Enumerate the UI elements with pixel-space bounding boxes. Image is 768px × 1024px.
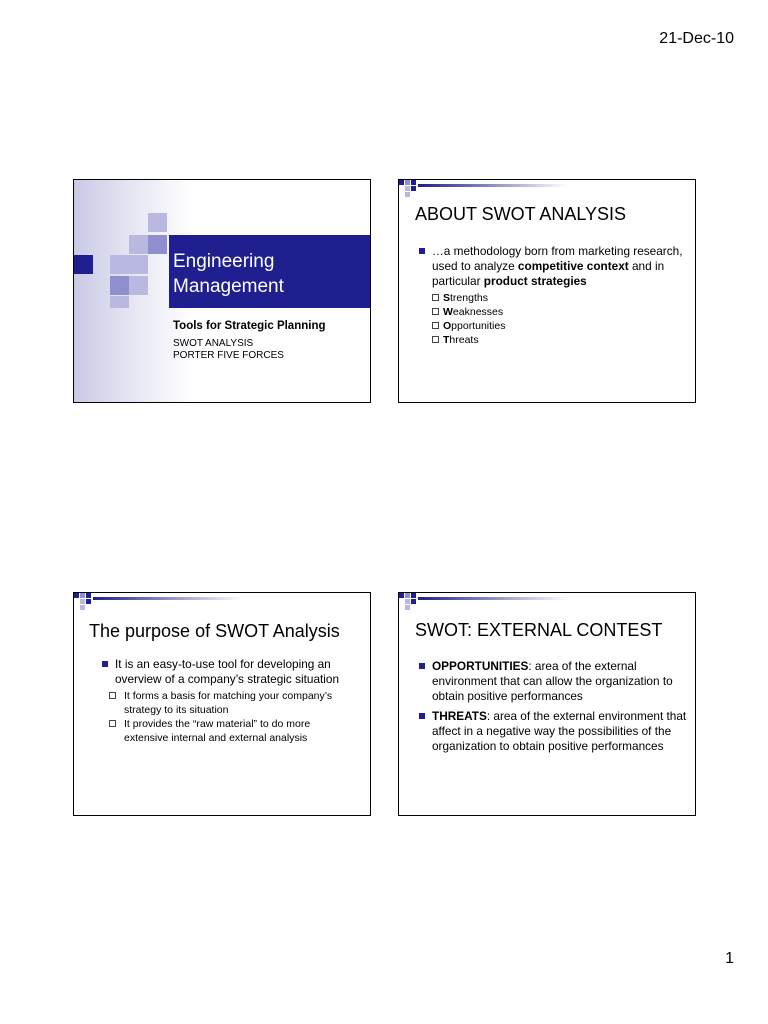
sub-bullet-text: It provides the “raw material” to do more extensive internal and external analysis xyxy=(124,718,311,744)
square-bullet-icon xyxy=(419,248,425,254)
swot-initial: T xyxy=(443,334,450,346)
decorative-square xyxy=(405,180,410,185)
topic-line: SWOT ANALYSIS xyxy=(173,338,254,349)
decorative-square xyxy=(129,235,148,254)
decorative-square xyxy=(80,599,85,604)
decorative-square xyxy=(110,276,129,295)
swot-item xyxy=(432,291,685,305)
hollow-square-bullet-icon xyxy=(432,294,439,301)
hollow-square-bullet-icon xyxy=(109,692,116,699)
title-line: Management xyxy=(173,276,284,297)
decorative-square xyxy=(411,599,416,604)
square-bullet-icon xyxy=(102,661,108,667)
slide-title xyxy=(173,249,363,299)
decorative-square xyxy=(80,593,85,598)
decorative-square xyxy=(405,186,410,191)
slide-purpose-of-swot xyxy=(73,592,371,816)
decorative-square xyxy=(86,599,91,604)
swot-initial: O xyxy=(443,320,452,332)
sub-bullet-text: It forms a basis for matching your company’s strategy to its situation xyxy=(124,690,333,716)
decorative-square xyxy=(80,605,85,610)
bullet-label: OPPORTUNITIES xyxy=(432,659,529,673)
decorative-square xyxy=(405,593,410,598)
decorative-square xyxy=(399,593,404,598)
decorative-square xyxy=(405,192,410,197)
slide-about-swot xyxy=(398,179,696,403)
bullet-text: …a methodology born from marketing research, used to analyze xyxy=(432,244,683,273)
decorative-square xyxy=(110,296,129,308)
decorative-square xyxy=(148,213,167,232)
slide-subtitle: Tools for Strategic Planning xyxy=(173,320,326,332)
decorative-square xyxy=(148,235,167,254)
decorative-square xyxy=(74,593,79,598)
title-line: Engineering xyxy=(173,251,275,272)
decorative-square xyxy=(411,180,416,185)
bullet-item xyxy=(415,709,690,754)
square-bullet-icon xyxy=(419,663,425,669)
page-number: 1 xyxy=(725,950,734,967)
decorative-square xyxy=(129,276,148,295)
page-date: 21-Dec-10 xyxy=(659,30,734,47)
decorative-square xyxy=(399,180,404,185)
bullet-item xyxy=(98,657,348,745)
swot-list xyxy=(432,291,685,347)
bullet-text: : area of the external environment that affect in a negative way the possibilities of the organization to obtain positive performances xyxy=(432,709,687,753)
swot-rest: eaknesses xyxy=(452,306,504,318)
swot-item xyxy=(432,319,685,333)
hollow-square-bullet-icon xyxy=(432,322,439,329)
slide-title: SWOT: EXTERNAL CONTEST xyxy=(415,620,663,640)
bullet-item xyxy=(415,659,690,704)
sub-bullet-list xyxy=(115,689,348,745)
bullet-label: THREATS xyxy=(432,709,487,723)
decorative-square xyxy=(405,605,410,610)
swot-initial: S xyxy=(443,292,451,304)
bullet-list xyxy=(415,659,690,758)
bullet-text: It is an easy-to-use tool for developing an overview of a company’s strategic situation xyxy=(115,657,340,686)
swot-item xyxy=(432,305,685,319)
slide-title: The purpose of SWOT Analysis xyxy=(89,621,340,641)
decorative-square xyxy=(411,186,416,191)
slide-swot-external-contest xyxy=(398,592,696,816)
decorative-square xyxy=(129,255,148,274)
swot-item xyxy=(432,333,685,347)
bullet-emphasis: product strategies xyxy=(483,274,587,288)
decorative-square xyxy=(411,593,416,598)
hollow-square-bullet-icon xyxy=(432,336,439,343)
swot-initial: W xyxy=(443,306,453,318)
swot-rest: trengths xyxy=(450,292,488,304)
slide-title: ABOUT SWOT ANALYSIS xyxy=(415,204,627,224)
bullet-list xyxy=(415,244,685,351)
bullet-text: and in particular xyxy=(432,259,665,288)
bullet-emphasis: competitive context xyxy=(517,259,629,273)
square-bullet-icon xyxy=(419,713,425,719)
decorative-square xyxy=(86,593,91,598)
decorative-square xyxy=(110,255,129,274)
swot-rest: pportunities xyxy=(451,320,506,332)
bullet-text: : area of the external environment that can allow the organization to obtain positive performances xyxy=(432,659,673,703)
decorative-square xyxy=(74,255,93,274)
sub-bullet-item xyxy=(109,717,348,745)
topic-line: PORTER FIVE FORCES xyxy=(173,350,284,361)
swot-rest: hreats xyxy=(449,334,479,346)
decorative-line xyxy=(418,184,568,187)
decorative-line xyxy=(418,597,568,600)
slide-title-engineering-management xyxy=(73,179,371,403)
bullet-item xyxy=(415,244,685,347)
decorative-line xyxy=(93,597,243,600)
sub-bullet-item xyxy=(109,689,348,717)
decorative-square xyxy=(405,599,410,604)
hollow-square-bullet-icon xyxy=(432,308,439,315)
bullet-list xyxy=(98,657,348,749)
hollow-square-bullet-icon xyxy=(109,720,116,727)
